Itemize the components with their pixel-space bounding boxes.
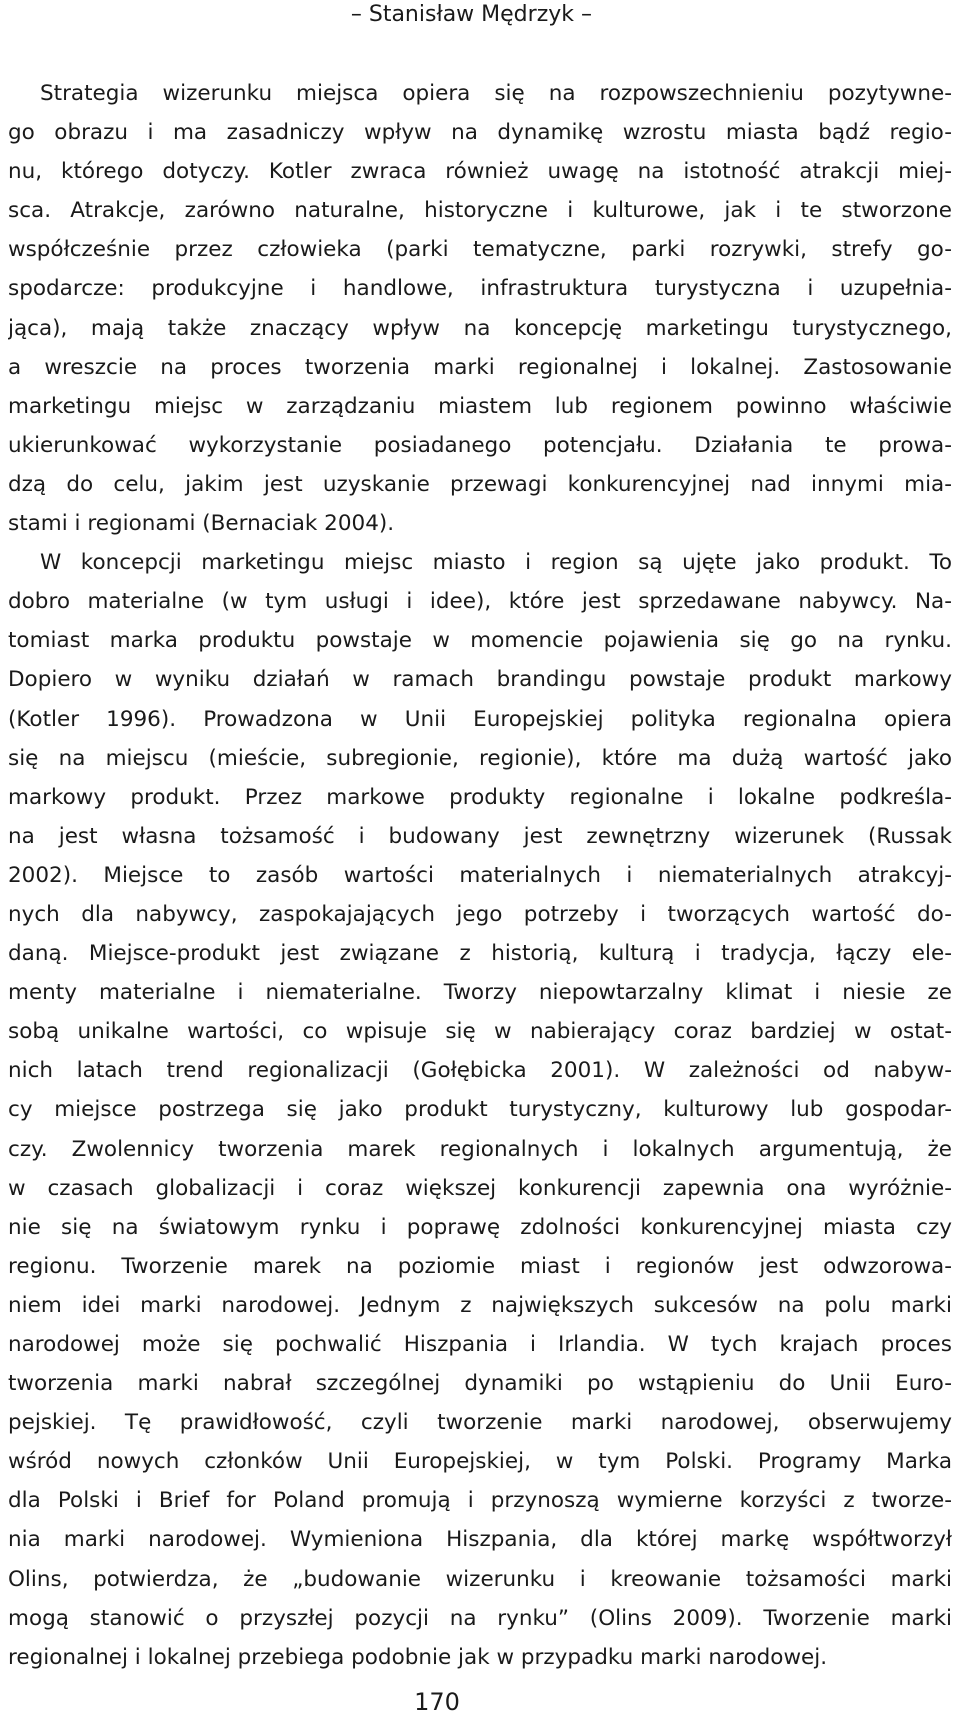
text-line: regionalnej i lokalnej przebiega podobnie jak w przypadku marki narodowej. (8, 1644, 828, 1670)
page-number: 170 (414, 1688, 460, 1716)
text-line: dzą do celu, jakim jest uzyskanie przewagi konkurencyjnej nad innymi mia- (8, 471, 952, 497)
text-line: 2002). Miejsce to zasób wartości materialnych i niematerialnych atrakcyj- (8, 862, 952, 888)
text-line: (Kotler 1996). Prowadzona w Unii Europejskiej polityka regionalna opiera (8, 706, 952, 732)
text-line: wśród nowych członków Unii Europejskiej, w tym Polski. Programy Marka (8, 1449, 952, 1475)
text-line: cy miejsce postrzega się jako produkt turystyczny, kulturowy lub gospodar- (8, 1097, 952, 1123)
text-line: Olins, potwierdza, że „budowanie wizerunku i kreowanie tożsamości marki (8, 1566, 952, 1592)
running-head: – Stanisław Mędrzyk – (350, 2, 592, 27)
text-line: narodowej może się pochwalić Hiszpania i Irlandia. W tych krajach proces (8, 1332, 952, 1357)
paragraph-2 (8, 543, 952, 1677)
text-line: czy. Zwolennicy tworzenia marek regionalnych i lokalnych argumentują, że (8, 1136, 952, 1162)
text-line: markowy produkt. Przez markowe produkty regionalne i lokalne podkreśla- (8, 784, 952, 810)
text-line: tworzenia marki nabrał szczególnej dynamiki po wstąpieniu do Unii Euro- (8, 1371, 952, 1397)
text-line: niem idei marki narodowej. Jednym z największych sukcesów na polu marki (8, 1292, 952, 1318)
text-line: spodarcze: produkcyjne i handlowe, infrastruktura turystyczna i uzupełnia- (8, 276, 952, 302)
text-line: pejskiej. Tę prawidłowość, czyli tworzenie marki narodowej, obserwujemy (8, 1410, 952, 1436)
text-line: menty materialne i niematerialne. Tworzy niepowtarzalny klimat i niesie ze (8, 980, 952, 1006)
body-text (8, 74, 952, 1677)
text-line: ukierunkować wykorzystanie posiadanego potencjału. Działania te prowa- (8, 432, 952, 458)
text-line: go obrazu i ma zasadniczy wpływ na dynamikę wzrostu miasta bądź regio- (8, 120, 952, 146)
text-line: Strategia wizerunku miejsca opiera się na rozpowszechnieniu pozytywne- (40, 81, 952, 106)
text-line: daną. Miejsce-produkt jest związane z historią, kulturą i tradycja, łączy ele- (8, 941, 952, 967)
text-line: Dopiero w wyniku działań w ramach brandingu powstaje produkt markowy (8, 667, 952, 693)
text-line: tomiast marka produktu powstaje w momencie pojawienia się go na rynku. (8, 628, 952, 654)
text-line: na jest własna tożsamość i budowany jest zewnętrzny wizerunek (Russak (8, 823, 952, 849)
text-line: jąca), mają także znaczący wpływ na koncepcję marketingu turystycznego, (8, 315, 952, 341)
text-line: współcześnie przez człowieka (parki tematyczne, parki rozrywki, strefy go- (8, 237, 952, 263)
text-line: dla Polski i Brief for Poland promują i przynoszą wymierne korzyści z tworze- (8, 1488, 952, 1514)
text-line: stami i regionami (Bernaciak 2004). (8, 511, 395, 537)
text-line: nu, którego dotyczy. Kotler zwraca również uwagę na istotność atrakcji miej- (8, 159, 952, 185)
text-line: nie się na światowym rynku i poprawę zdolności konkurencyjnej miasta czy (8, 1214, 952, 1240)
text-line: nich latach trend regionalizacji (Gołębicka 2001). W zależności od nabyw- (8, 1058, 952, 1084)
text-line: się na miejscu (mieście, subregionie, regionie), które ma dużą wartość jako (8, 745, 952, 771)
text-line: W koncepcji marketingu miejsc miasto i region są ujęte jako produkt. To (40, 550, 952, 576)
text-line: sobą unikalne wartości, co wpisuje się w nabierający coraz bardziej w ostat- (8, 1019, 952, 1045)
text-line: sca. Atrakcje, zarówno naturalne, historyczne i kulturowe, jak i te stworzone (8, 198, 952, 224)
text-line: a wreszcie na proces tworzenia marki regionalnej i lokalnej. Zastosowanie (8, 354, 952, 380)
paragraph-1 (8, 74, 952, 543)
text-line: marketingu miejsc w zarządzaniu miastem lub regionem powinno właściwie (8, 393, 952, 419)
text-line: mogą stanowić o przyszłej pozycji na rynku” (Olins 2009). Tworzenie marki (8, 1605, 952, 1631)
text-line: dobro materialne (w tym usługi i idee), które jest sprzedawane nabywcy. Na- (8, 589, 952, 615)
text-line: nia marki narodowej. Wymieniona Hiszpania, dla której markę współtworzył (8, 1527, 952, 1553)
text-line: regionu. Tworzenie marek na poziomie miast i regionów jest odwzorowa- (8, 1253, 952, 1279)
text-line: nych dla nabywcy, zaspokajających jego potrzeby i tworzących wartość do- (8, 901, 952, 927)
text-line: w czasach globalizacji i coraz większej konkurencji zapewnia ona wyróżnie- (8, 1175, 952, 1201)
